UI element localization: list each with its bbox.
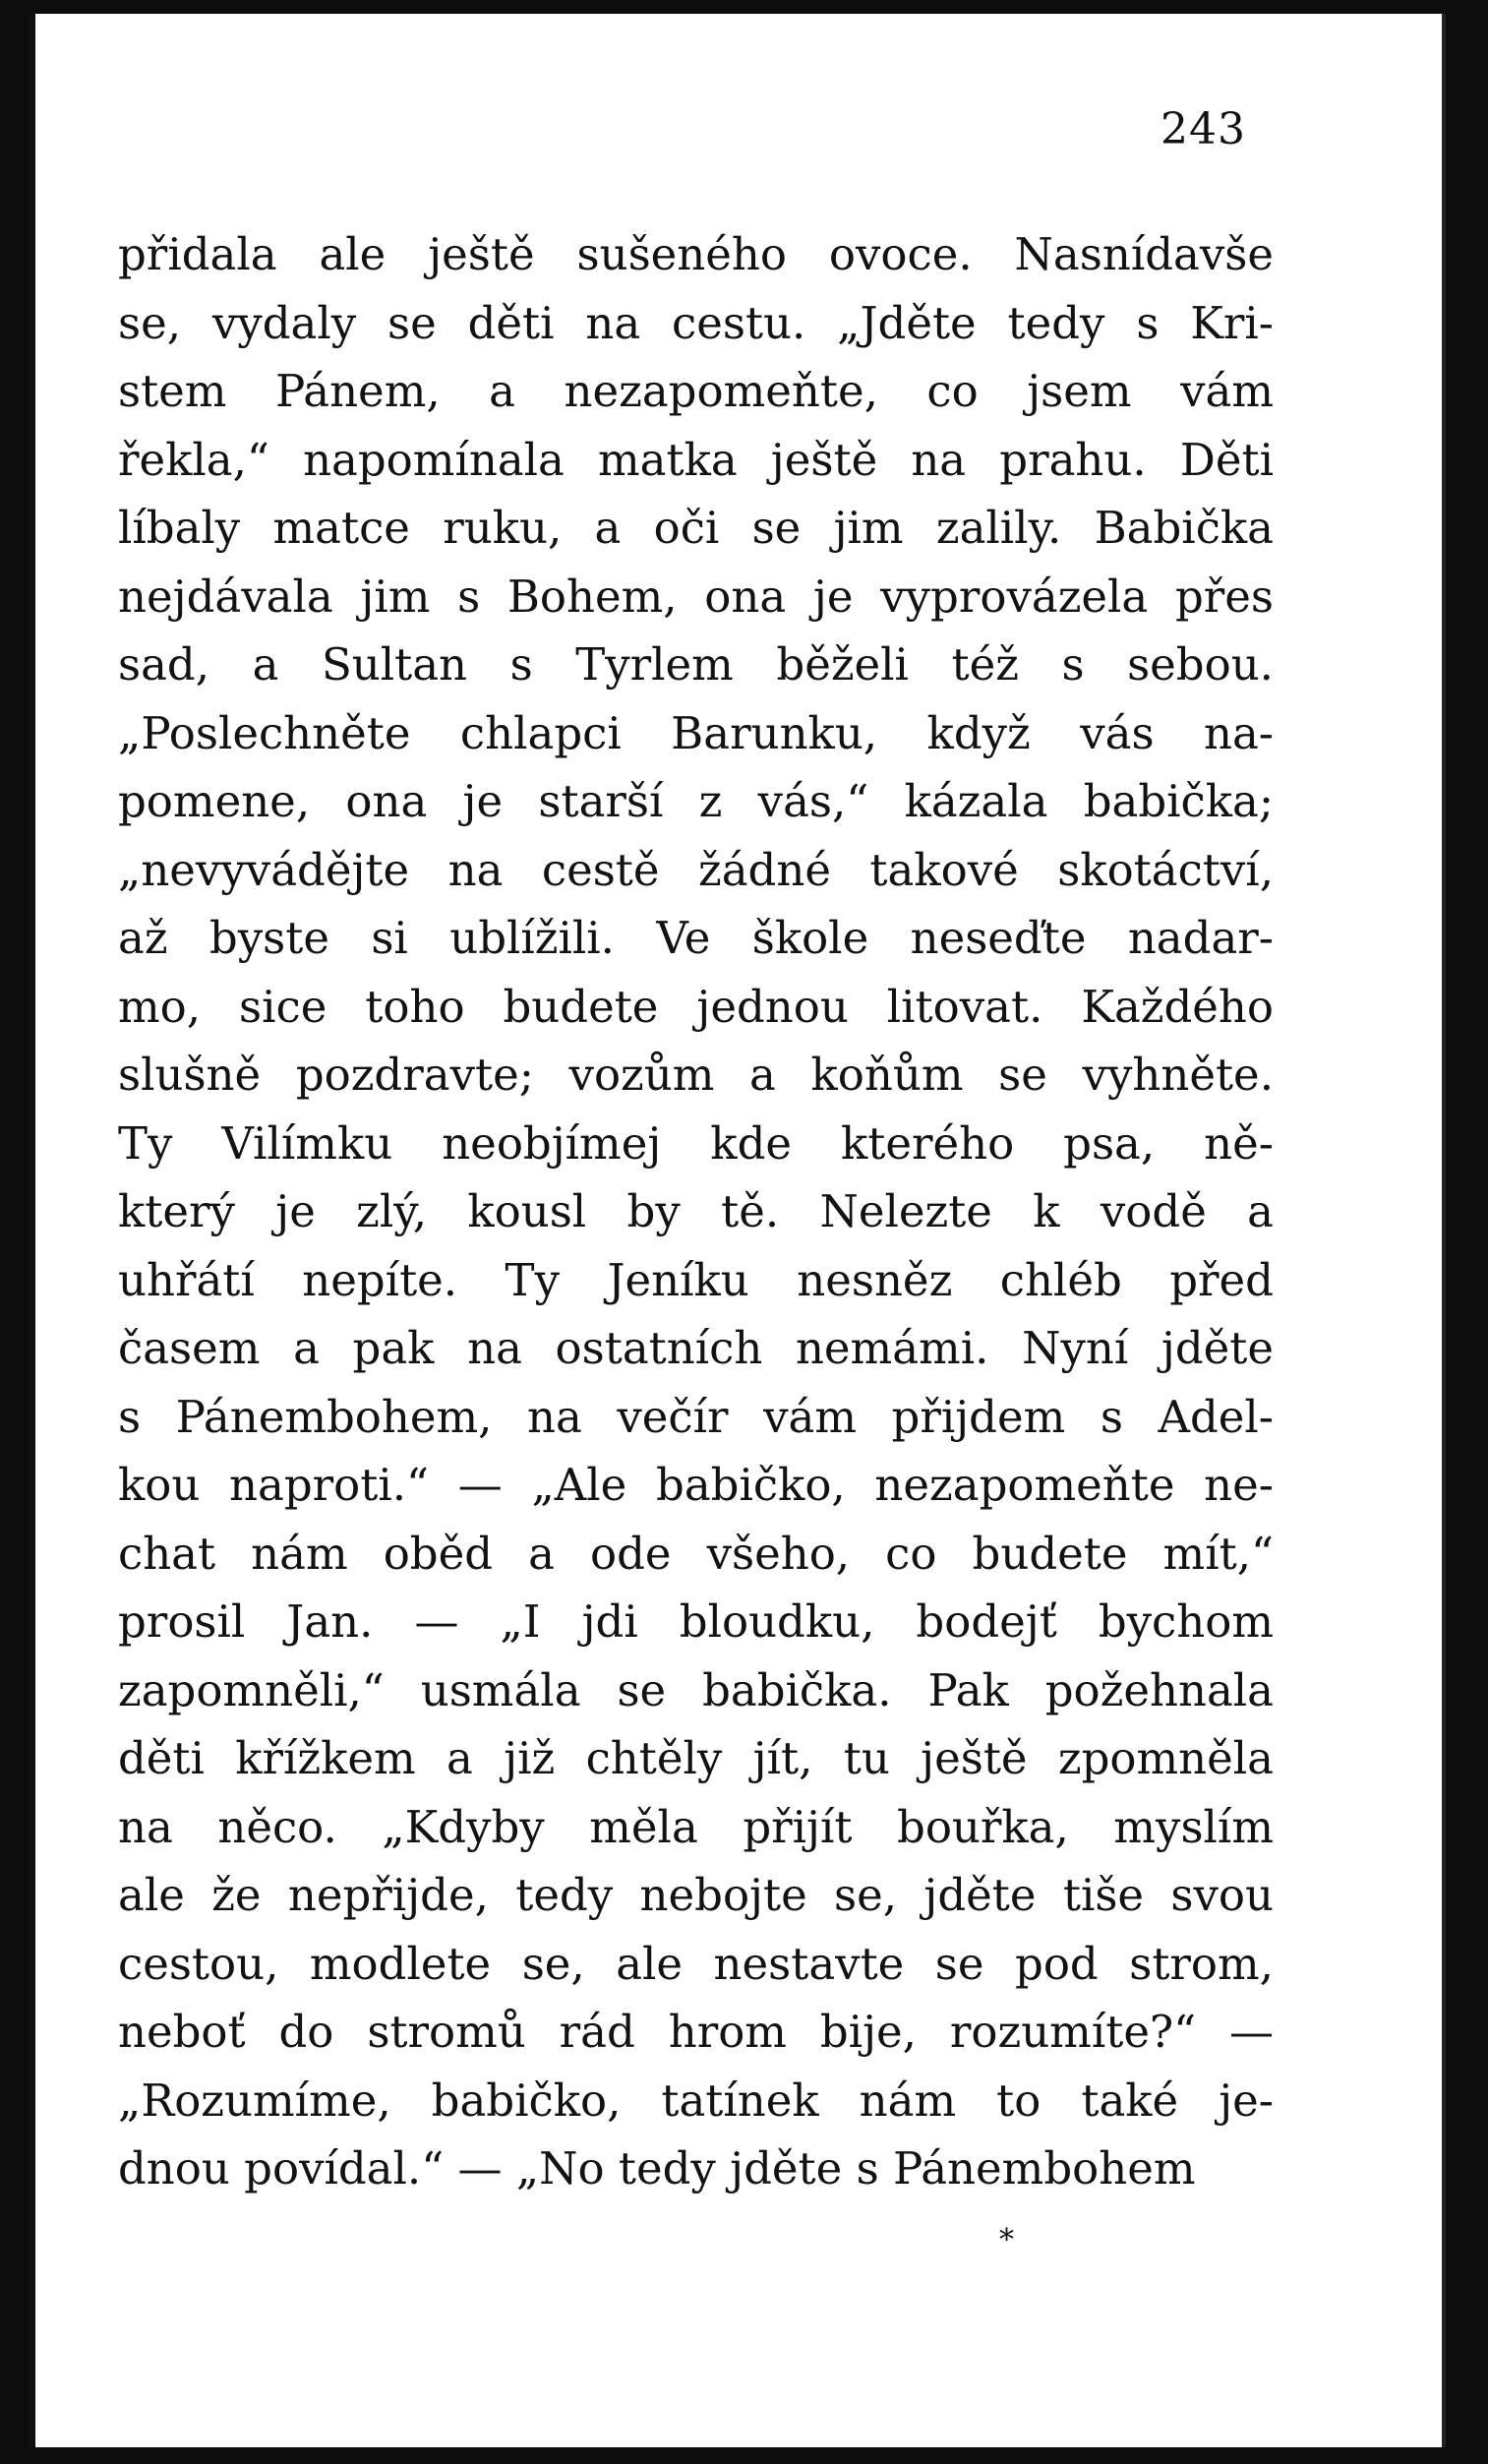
- text-line: líbaly matce ruku, a oči se jim zalily. Babička: [118, 502, 1274, 554]
- scan-border-bottom: [0, 2447, 1488, 2464]
- text-line: slušně pozdravte; vozům a koňům se vyhněte.: [118, 1049, 1274, 1101]
- scan-border-right: [1446, 0, 1488, 2464]
- text-line: nejdávala jim s Bohem, ona je vyprovázela přes: [118, 570, 1274, 623]
- text-line: až byste si ublížili. Ve škole neseďte nadar-: [118, 912, 1274, 964]
- scan-border-left: [0, 0, 30, 2464]
- body-text: [118, 220, 1274, 2203]
- text-line: s Pánembohem, na večír vám přijdem s Adel-: [118, 1390, 1274, 1443]
- text-line: uhřátí nepíte. Ty Jeníku nesněz chléb před: [118, 1253, 1274, 1306]
- text-line: „nevyvádějte na cestě žádné takové skotáctví,: [118, 843, 1274, 896]
- text-line: Ty Vilímku neobjímej kde kterého psa, ně-: [118, 1116, 1274, 1170]
- text-line: prosil Jan. — „I jdi bloudku, bodejť bychom: [118, 1595, 1274, 1648]
- text-line: řekla,“ napomínala matka ještě na prahu. Děti: [118, 433, 1274, 486]
- text-line: kou naproti.“ — „Ale babičko, nezapomeňte ne-: [118, 1459, 1274, 1511]
- text-line: který je zlý, kousl by tě. Nelezte k vodě a: [118, 1185, 1274, 1237]
- text-line: pomene, ona je starší z vás,“ kázala babička;: [118, 775, 1274, 827]
- text-line: stem Pánem, a nezapomeňte, co jsem vám: [118, 365, 1274, 417]
- text-line: chat nám oběd a ode všeho, co budete mít,“: [118, 1527, 1274, 1580]
- text-line: dnou povídal.“ — „No tedy jděte s Pánembohem: [118, 2142, 1196, 2194]
- text-line: ale že nepřijde, tedy nebojte se, jděte tiše svou: [118, 1869, 1274, 1921]
- text-line: děti křížkem a již chtěly jít, tu ještě zpomněla: [118, 1732, 1274, 1784]
- text-line: se, vydaly se děti na cestu. „Jděte tedy s Kri-: [118, 296, 1274, 349]
- text-line: zapomněli,“ usmála se babička. Pak požehnala: [118, 1663, 1274, 1716]
- text-line: mo, sice toho budete jednou litovat. Každého: [118, 980, 1274, 1033]
- text-line: neboť do stromů rád hrom bije, rozumíte?“ —: [118, 2006, 1274, 2058]
- text-line: sad, a Sultan s Tyrlem běželi též s sebou.: [118, 638, 1274, 691]
- text-line: přidala ale ještě sušeného ovoce. Nasnídavše: [118, 228, 1274, 280]
- page-number: 243: [1161, 104, 1246, 154]
- scan-border-top: [0, 0, 1488, 14]
- text-line: na něco. „Kdyby měla přijít bouřka, myslím: [118, 1800, 1274, 1853]
- text-line: „Poslechněte chlapci Barunku, když vás na-: [118, 706, 1274, 759]
- text-line: „Rozumíme, babičko, tatínek nám to také je-: [118, 2073, 1274, 2127]
- signature-mark: *: [999, 2223, 1014, 2257]
- text-line: cestou, modlete se, ale nestavte se pod strom,: [118, 1937, 1274, 1990]
- text-line: časem a pak na ostatních nemámi. Nyní jděte: [118, 1322, 1274, 1374]
